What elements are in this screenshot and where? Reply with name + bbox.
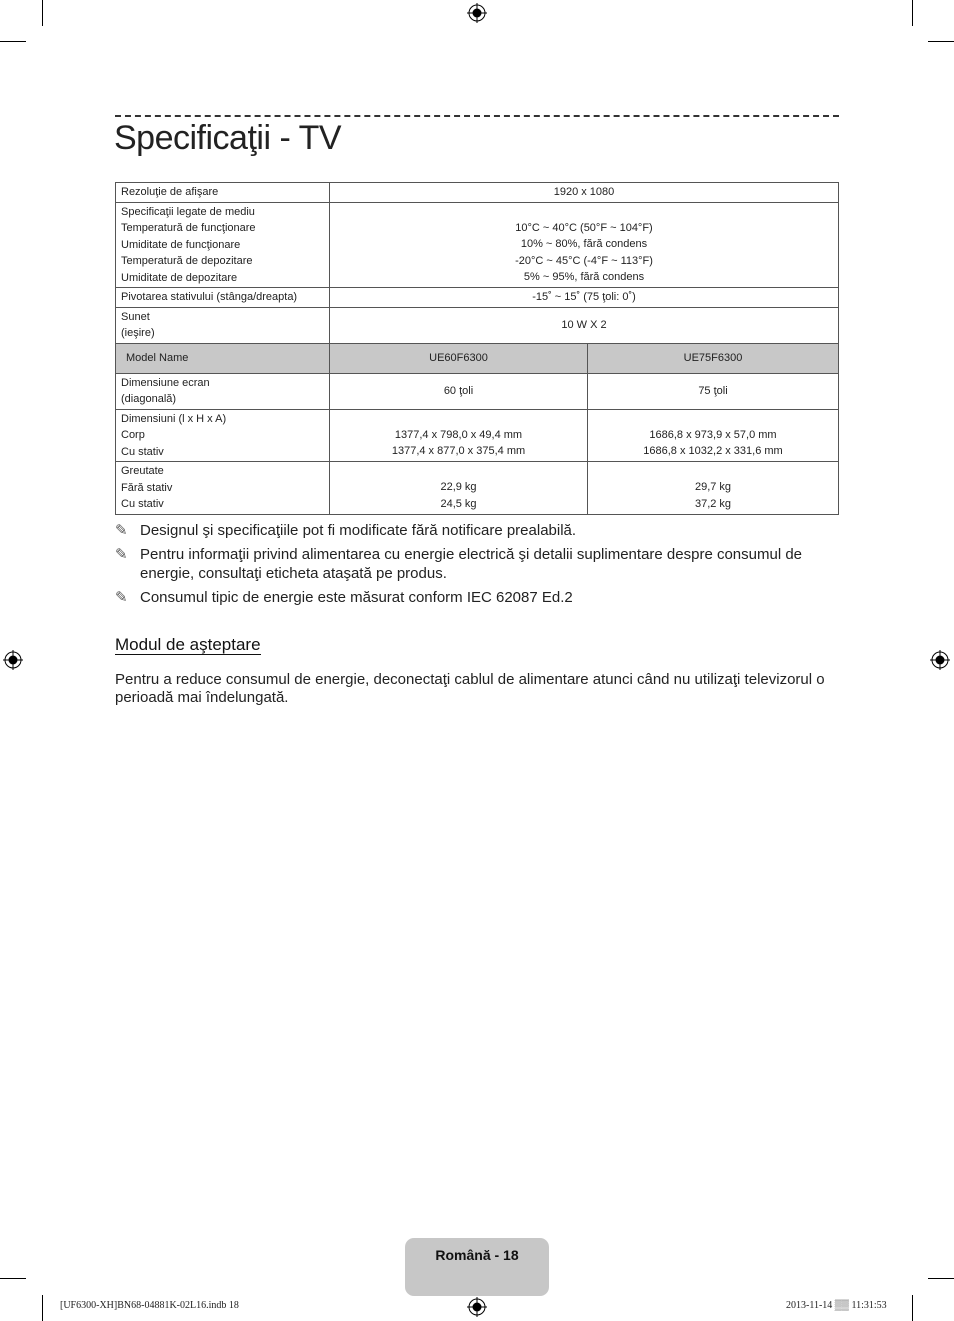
spec-value-resolution: 1920 x 1080 [330,183,839,203]
crop-mark [912,0,913,26]
registration-mark-icon [930,650,950,670]
table-header-row [116,343,839,373]
spec-value-weight-a: 22,9 kg 24,5 kg [330,462,588,515]
spec-value-screen-size-a: 60 ţoli [330,373,588,409]
spec-value-swivel: -15˚ ~ 15˚ (75 ţoli: 0˚) [330,288,839,308]
spec-value-sound: 10 W X 2 [330,307,839,343]
note-text: Designul şi specificaţiile pot fi modificate fără notificare prealabilă. [140,522,577,539]
spec-value-dimensions-a: 1377,4 x 798,0 x 49,4 mm 1377,4 x 877,0 x 375,4 mm [330,409,588,462]
note-text: Consumul tipic de energie este măsurat conform IEC 62087 Ed.2 [140,589,573,606]
footer-timestamp: 2013-11-14 ▒▒ 11:31:53 [786,1300,887,1311]
spec-label-weight: Greutate Fără stativ Cu stativ [116,462,330,515]
table-row [116,307,839,343]
pencil-note-icon: ✎ [115,546,128,563]
crop-mark [0,1278,26,1279]
spec-value-weight-b: 29,7 kg 37,2 kg [588,462,839,515]
spec-label-swivel: Pivotarea stativului (stânga/dreapta) [116,288,330,308]
spec-label-resolution: Rezoluţie de afişare [116,183,330,203]
table-row [116,462,839,515]
spec-label-dimensions: Dimensiuni (l x H x A) Corp Cu stativ [116,409,330,462]
registration-mark-icon [467,1297,487,1317]
table-row [116,202,839,288]
crop-mark [928,1278,954,1279]
registration-mark-icon [3,650,23,670]
model-a-header: UE60F6300 [330,343,588,373]
table-row [116,373,839,409]
crop-mark [0,41,26,42]
page-number: Română - 18 [435,1247,519,1263]
notes-list [115,521,839,612]
crop-mark [912,1295,913,1321]
crop-mark [42,1295,43,1321]
note-item [115,545,839,583]
footer-file-info: [UF6300-XH]BN68-04881K-02L16.indb 18 [60,1300,239,1311]
note-text: Pentru informaţii privind alimentarea cu energie electrică şi detalii suplimentare despre consumul de energie, consultaţi eticheta ataşată pe produs. [140,546,802,582]
model-b-header: UE75F6300 [588,343,839,373]
model-name-header: Model Name [116,343,330,373]
title-dashed-rule [115,115,839,117]
section-heading [115,635,261,655]
spec-value-screen-size-b: 75 ţoli [588,373,839,409]
spec-value-dimensions-b: 1686,8 x 973,9 x 57,0 mm 1686,8 x 1032,2 x 331,6 mm [588,409,839,462]
section-paragraph: Pentru a reduce consumul de energie, deconectaţi cablul de alimentare atunci când nu utilizaţi televizorul o perioadă mai îndelungată. [115,671,825,706]
crop-mark [928,41,954,42]
note-item [115,588,839,607]
registration-mark-icon [467,3,487,23]
table-row [116,183,839,203]
table-row [116,288,839,308]
table-row [116,409,839,462]
note-item [115,521,839,540]
crop-mark [42,0,43,26]
pencil-note-icon: ✎ [115,589,128,606]
spec-label-sound: Sunet (ieşire) [116,307,330,343]
spec-table [115,182,839,515]
page-title: Specificaţii - TV [114,119,342,157]
section-heading-text: Modul de aşteptare [115,635,261,654]
spec-value-environment: 10°C ~ 40°C (50°F ~ 104°F) 10% ~ 80%, fără condens -20°C ~ 45°C (-4°F ~ 113°F) 5% ~ 95%, fără condens [330,202,839,288]
spec-label-screen-size: Dimensiune ecran (diagonală) [116,373,330,409]
spec-label-environment: Specificaţii legate de mediu Temperatură de funcţionare Umiditate de funcţionare Temperatură de depozitare Umiditate de depozitare [116,202,330,288]
pencil-note-icon: ✎ [115,522,128,539]
